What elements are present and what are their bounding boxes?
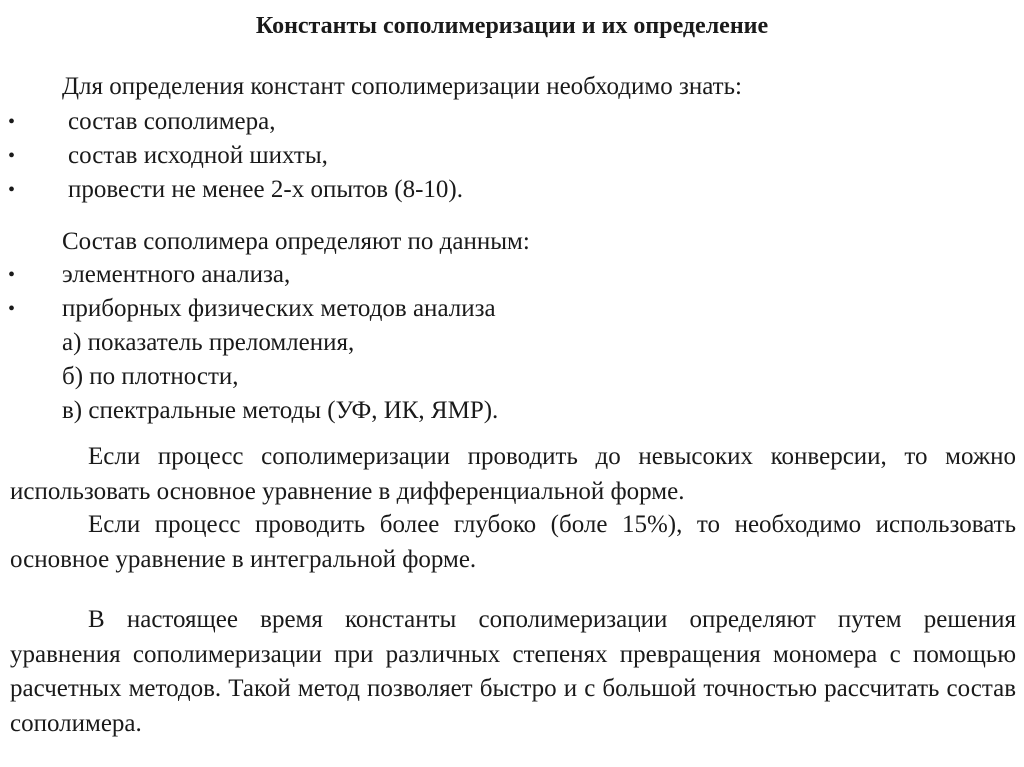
paragraph-modern-methods: В настоящее время константы сополимеризации определяют путем решения уравнения сополимеризации при различных степенях превращения мономера с помощью расчетных методов. Такой метод позволяет быстро и с большой точностью рассчитать состав сополимера. xyxy=(10,606,1016,737)
section2-sub-item-c: в) спектральные методы (УФ, ИК, ЯМР). xyxy=(62,397,499,424)
section2-intro: Состав сополимера определяют по данным: xyxy=(62,228,530,255)
bullet-marker: • xyxy=(8,179,16,201)
paragraph-differential: Если процесс сополимеризации проводить до невысоких конверсии, то можно использовать основное уравнение в дифференциальной форме. xyxy=(10,443,1016,505)
paragraph-integral: Если процесс проводить более глубоко (боле 15%), то необходимо использовать основное уравнение в интегральной форме. xyxy=(10,511,1016,573)
section2-sub-item-a: а) показатель преломления, xyxy=(62,329,355,356)
bullet-marker: • xyxy=(8,111,16,133)
bullet-marker: • xyxy=(8,145,16,167)
section2-bullet-2: приборных физических методов анализа xyxy=(62,295,496,322)
section1-bullet-1: состав сополимера, xyxy=(68,108,276,135)
section1-bullet-2: состав исходной шихты, xyxy=(68,142,328,169)
bullet-marker: • xyxy=(8,264,16,286)
section2-sub-item-b: б) по плотности, xyxy=(62,363,239,390)
slide-title: Константы сополимеризации и их определение xyxy=(255,13,769,39)
section1-intro: Для определения констант сополимеризации необходимо знать: xyxy=(62,73,742,100)
section2-bullet-1: элементного анализа, xyxy=(62,261,291,288)
section1-bullet-3: провести не менее 2-х опытов (8-10). xyxy=(68,176,463,203)
bullet-marker: • xyxy=(8,298,16,320)
